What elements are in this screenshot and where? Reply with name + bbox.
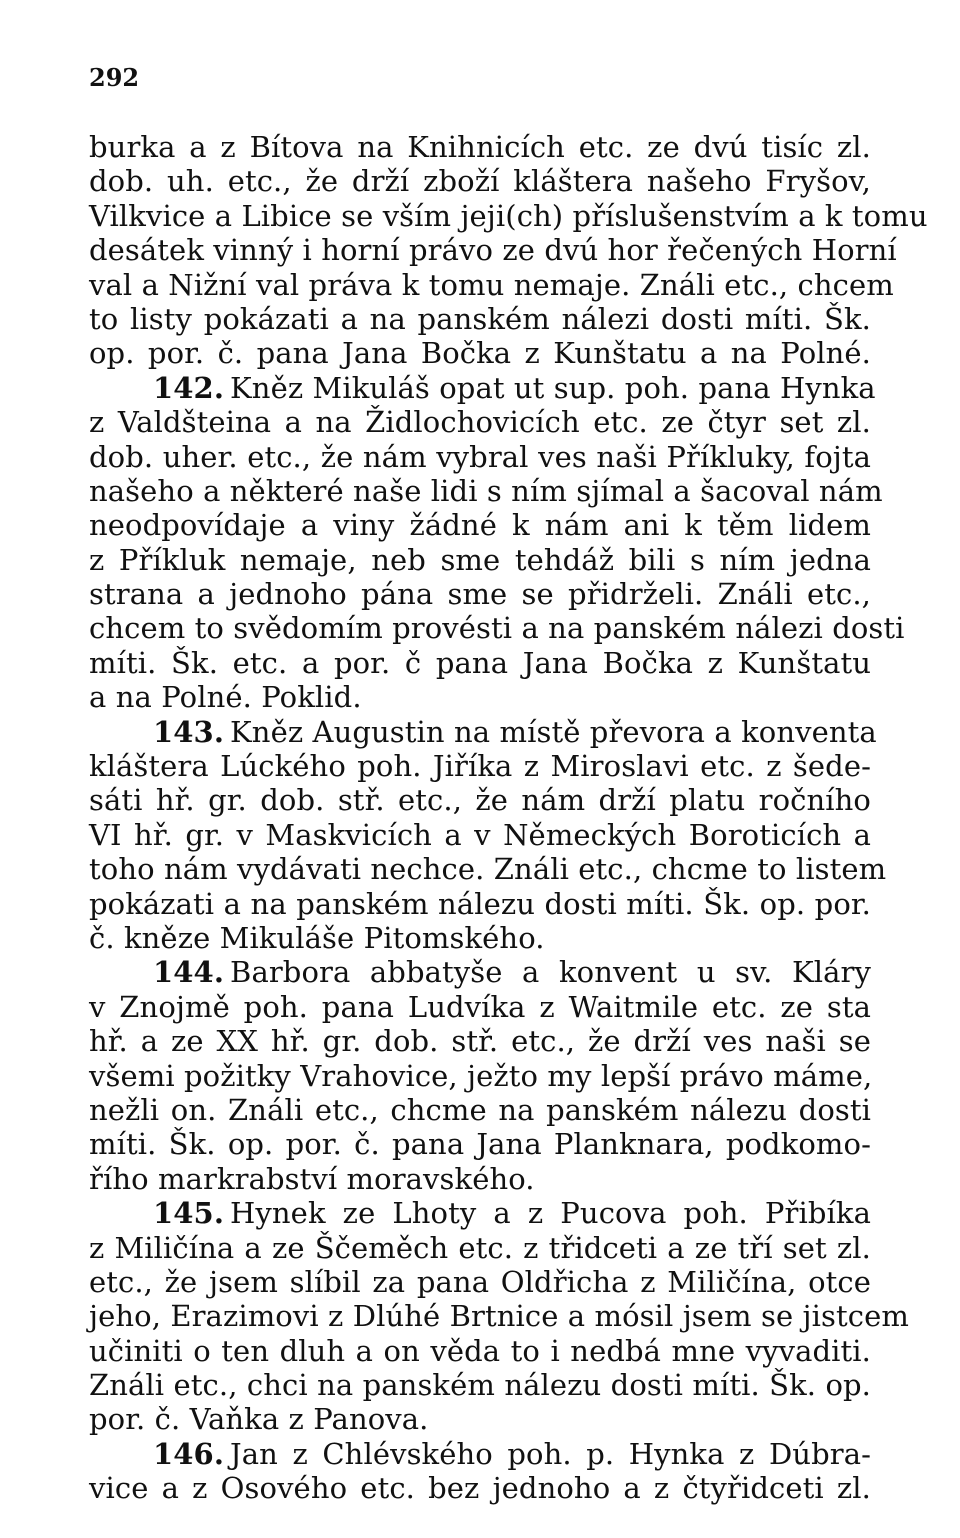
text-line [89, 233, 897, 268]
line-text: vice a z Osového etc. bez jednoho a z čtyřidceti zl. [89, 1471, 871, 1506]
line-text: strana a jednoho pána sme se přidrželi. Ználi etc., [89, 577, 871, 612]
text-line [89, 990, 871, 1024]
line-text: Hynek ze Lhoty a z Pucova poh. Přibíka [230, 1196, 871, 1231]
text-line [89, 646, 871, 680]
line-text: Kněz Augustin na místě převora a konventa [230, 714, 877, 749]
line-text: učiniti o ten dluh a on věda to i nedbá mne vyvaditi. [89, 1333, 871, 1368]
text-line [89, 680, 871, 714]
line-text: Kněz Mikuláš opat ut sup. poh. pana Hynka [230, 370, 876, 405]
line-text: chcem to svědomím provésti a na panském nálezi dosti [89, 611, 905, 646]
text-line [89, 714, 877, 749]
text-line [89, 1299, 909, 1334]
line-text: řího markrabství moravského. [89, 1161, 535, 1196]
line-text: v Znojmě poh. pana Ludvíka z Waitmile etc. ze sta [89, 989, 871, 1024]
line-text: Ználi etc., chci na panském nálezu dosti míti. Šk. op. [89, 1368, 871, 1403]
line-text: z Příkluk nemaje, neb sme tehdáž bili s ním jedna [89, 542, 871, 577]
body-text [89, 130, 928, 1506]
line-text: neodpovídaje a viny žádné k nám ani k těm lidem [89, 508, 871, 543]
text-line [89, 749, 871, 783]
text-line [89, 1024, 871, 1058]
text-line [89, 164, 871, 198]
text-line [89, 440, 871, 474]
line-text: burka a z Bítova na Knihnicích etc. ze dvú tisíc zl. [89, 130, 871, 164]
text-line [89, 130, 871, 164]
text-line [89, 198, 928, 233]
text-line [89, 1162, 871, 1196]
text-line [89, 1265, 871, 1299]
text-line [89, 1127, 871, 1161]
line-text: op. por. č. pana Jana Bočka z Kunštatu a na Polné. [89, 336, 871, 371]
line-text: desátek vinný i horní právo ze dvú hor řečených Horní [89, 233, 897, 268]
line-text: nežli on. Ználi etc., chcme na panském nálezu dosti [89, 1092, 871, 1127]
entry-number: 142. [153, 370, 225, 405]
entry-number: 146. [153, 1436, 225, 1471]
text-line [89, 1471, 871, 1505]
line-text: kláštera Lúckého poh. Jiříka z Miroslavi etc. z šede- [89, 749, 871, 784]
line-text: dob. uher. etc., že nám vybral ves naši Příkluky, fojta [89, 439, 871, 474]
text-line [89, 577, 871, 611]
text-line [89, 611, 905, 646]
text-line [89, 508, 871, 542]
line-text: val a Nižní val práva k tomu nemaje. Ználi etc., chcem [89, 267, 894, 302]
line-text: dob. uh. etc., že drží zboží kláštera našeho Fryšov, [89, 164, 871, 199]
line-text: našeho a některé naše lidi s ním sjímal a šacoval nám [89, 473, 883, 508]
text-line [89, 887, 871, 921]
entry-number: 143. [153, 714, 225, 749]
text-line [89, 1402, 871, 1436]
page-number: 292 [89, 63, 140, 92]
line-text: č. kněze Mikuláše Pitomského. [89, 920, 545, 955]
text-line [89, 405, 871, 439]
line-text: všemi požitky Vrahovice, ježto my lepší právo máme, [89, 1058, 873, 1093]
line-text: VI hř. gr. v Maskvicích a v Německých Boroticích a [89, 817, 871, 852]
line-text: Vilkvice a Libice se vším jeji(ch) příslušenstvím a k tomu [89, 198, 928, 233]
text-line [89, 1093, 871, 1127]
text-line [89, 921, 871, 955]
text-line [89, 818, 871, 852]
line-text: hř. a ze XX hř. gr. dob. stř. etc., že drží ves naši se [89, 1024, 871, 1059]
line-text: a na Polné. Poklid. [89, 680, 362, 715]
text-line [89, 336, 871, 370]
entry-number: 144. [153, 955, 225, 990]
line-text: z Miličína a ze Ščeměch etc. z třidceti a ze tří set zl. [89, 1230, 871, 1265]
line-text: míti. Šk. op. por. č. pana Jana Planknara, podkomo- [89, 1127, 871, 1162]
text-line [89, 302, 871, 336]
text-line [89, 1231, 871, 1265]
text-line [89, 370, 876, 405]
line-text: sáti hř. gr. dob. stř. etc., že nám drží platu ročního [89, 783, 871, 818]
entry-number: 145. [153, 1196, 225, 1231]
line-text: Barbora abbatyše a konvent u sv. Kláry [230, 955, 871, 990]
line-text: etc., že jsem slíbil za pana Oldřicha z Miličína, otce [89, 1264, 871, 1299]
text-line [89, 1196, 871, 1230]
line-text: toho nám vydávati nechce. Ználi etc., chcme to listem [89, 852, 887, 887]
line-text: pokázati a na panském nálezu dosti míti. Šk. op. por. [89, 886, 871, 921]
line-text: míti. Šk. etc. a por. č pana Jana Bočka z Kunštatu [89, 645, 871, 680]
text-line [89, 852, 887, 887]
text-line [89, 1334, 871, 1368]
text-line [89, 543, 871, 577]
text-line [89, 1437, 871, 1471]
line-text: Jan z Chlévského poh. p. Hynka z Dúbra- [230, 1436, 871, 1471]
line-text: por. č. Vaňka z Panova. [89, 1402, 429, 1437]
text-line [89, 955, 871, 989]
text-line [89, 783, 871, 817]
text-line [89, 1368, 871, 1402]
line-text: jeho, Erazimovi z Dlúhé Brtnice a mósil jsem se jistcem [89, 1299, 909, 1334]
line-text: z Valdšteina a na Židlochovicích etc. ze čtyr set zl. [89, 405, 871, 440]
line-text: to listy pokázati a na panském nálezi dosti míti. Šk. [89, 301, 871, 336]
text-line [89, 267, 894, 302]
text-line [89, 1059, 871, 1093]
text-line [89, 473, 883, 508]
